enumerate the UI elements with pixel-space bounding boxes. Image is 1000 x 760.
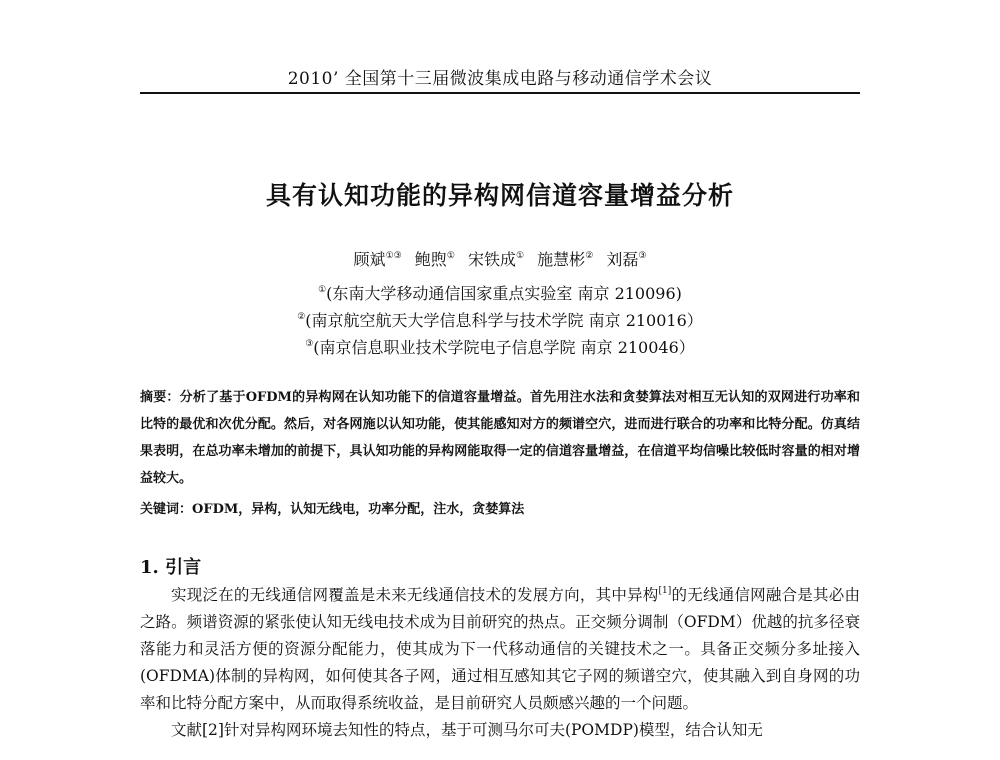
body-text — [140, 582, 860, 744]
author: 顾斌①③ — [353, 250, 402, 269]
keywords — [140, 498, 860, 522]
affiliation-list — [140, 280, 860, 361]
abstract-label: 摘要： — [140, 390, 180, 405]
running-header: 2010’ 全国第十三届微波集成电路与移动通信学术会议 — [287, 69, 713, 89]
abstract — [140, 384, 860, 492]
section-number: 1. — [140, 557, 159, 578]
author: 刘磊③ — [606, 250, 647, 269]
paper-title: 具有认知功能的异构网信道容量增益分析 — [265, 181, 734, 210]
section-heading — [140, 555, 860, 581]
keywords-label: 关键词： — [140, 502, 193, 517]
affiliation: ②(南京航空航天大学信息科学与技术学院 南京 210016） — [297, 311, 703, 330]
paragraph: 文献[2]针对异构网环境去知性的特点，基于可测马尔可夫(POMDP)模型，结合认知无 — [171, 721, 763, 739]
author: 鲍煦① — [414, 250, 455, 269]
section-title: 引言 — [165, 557, 202, 578]
author-list — [140, 250, 860, 270]
paragraph: 实现泛在的无线通信网覆盖是未来无线通信技术的发展方向，其中异构[1]的无线通信网融合是其必由之路。频谱资源的紧张使认知无线电技术成为目前研究的热点。正交频分调制（OFDM）优越的抗多径衰落能力和灵活方便的资源分配能力，使其成为下一代移动通信的关键技术之一。具备正交频分多址接入(OFDMA)体制的异构网，如何使其各子网，通过相互感知其它子网的频谱空穴，使其融入到自身网的功率和比特分配方案中，从而取得系统收益，是目前研究人员颇感兴趣的一个问题。 — [140, 586, 860, 712]
author: 施慧彬② — [537, 250, 594, 269]
keywords-text: OFDM，异构，认知无线电，功率分配，注水，贪婪算法 — [192, 502, 525, 517]
author: 宋铁成① — [467, 250, 525, 269]
abstract-text: 分析了基于OFDM的异构网在认知功能下的信道容量增益。首先用注水法和贪婪算法对相互无认知的双网进行功率和比特的最优和次优分配。然后，对各网施以认知功能，使其能感知对方的频谱空穴，进而进行联合的功率和比特分配。仿真结果表明，在总功率未增加的前提下，具认知功能的异构网能取得一定的信道容量增益，在信道平均信噪比较低时容量的相对增益较大。 — [140, 390, 860, 486]
affiliation: ③(南京信息职业技术学院电子信息学院 南京 210046） — [305, 338, 695, 357]
citation-ref: [1] — [658, 586, 672, 596]
affiliation: ①(东南大学移动通信国家重点实验室 南京 210096) — [318, 284, 682, 303]
header-rule — [140, 92, 860, 94]
